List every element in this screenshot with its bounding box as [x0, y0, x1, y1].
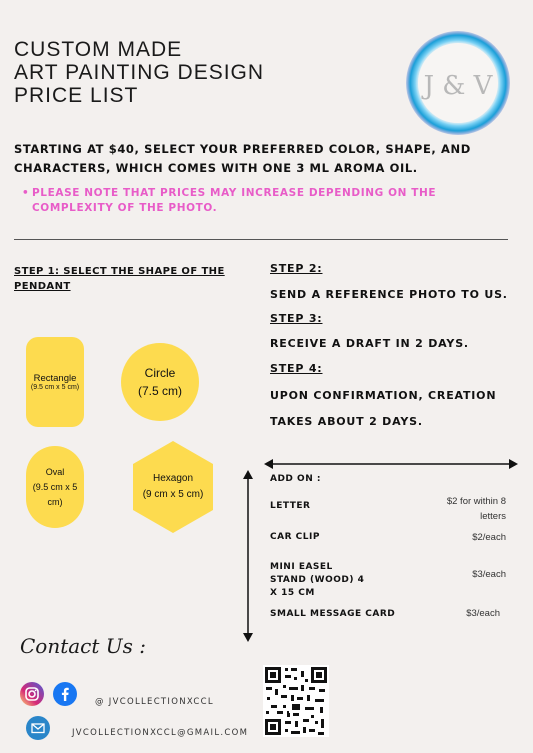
- shape-name: Circle: [144, 366, 176, 380]
- contact-title: Contact Us :: [20, 634, 146, 658]
- logo-text: J & V: [423, 71, 493, 101]
- title-line-1: CUSTOM MADE: [14, 38, 183, 61]
- step3-text: RECEIVE A DRAFT IN 2 DAYS.: [270, 337, 469, 350]
- facebook-icon[interactable]: [53, 682, 77, 706]
- email-address[interactable]: JVCOLLECTIONXCCL@GMAIL.COM: [72, 728, 249, 738]
- addon-item-price: $3/each: [472, 569, 506, 580]
- addon-item-name: CAR CLIP: [270, 532, 320, 542]
- divider: [14, 239, 508, 240]
- addon-item-price: $2 for within 8 letters: [446, 496, 506, 522]
- step4-text-line-2: TAKES ABOUT 2 DAYS.: [270, 415, 423, 428]
- shape-name: Hexagon: [152, 473, 194, 484]
- step4-text-line-1: UPON CONFIRMATION, CREATION: [270, 389, 497, 402]
- price-note: [22, 186, 462, 216]
- step1-heading: STEP 1: SELECT THE SHAPE OF THE PENDANT: [14, 266, 225, 292]
- shape-dims: (9.5 cm x 5 cm): [30, 384, 80, 391]
- addon-item-name: SMALL MESSAGE CARD: [270, 609, 396, 619]
- addon-item-price: $3/each: [466, 608, 500, 619]
- step2-text: SEND A REFERENCE PHOTO TO US.: [270, 288, 508, 301]
- email-icon[interactable]: [26, 716, 50, 740]
- qr-code[interactable]: [263, 665, 329, 737]
- shape-rectangle: [26, 337, 84, 427]
- social-handle[interactable]: @ JVCOLLECTIONXCCL: [95, 697, 214, 707]
- page-title: [14, 38, 334, 107]
- shape-dims: (7.5 cm): [137, 384, 182, 398]
- shape-name: Rectangle: [33, 373, 77, 384]
- step2-heading: STEP 2:: [270, 262, 323, 275]
- bullet-icon: •: [22, 187, 30, 199]
- logo: [403, 28, 513, 138]
- shape-name: Oval: [45, 466, 65, 477]
- shape-oval: [26, 446, 84, 528]
- shape-hexagon: [133, 441, 213, 533]
- shape-dims: (9.5 cm x 5 cm): [32, 481, 78, 507]
- addon-item-price: $2/each: [472, 532, 506, 543]
- intro-text: STARTING AT $40, SELECT YOUR PREFERRED COLOR, SHAPE, AND CHARACTERS, WHICH COMES WITH ONE 3 ML AROMA OIL.: [14, 142, 471, 175]
- step4-heading: STEP 4:: [270, 362, 323, 375]
- step3-heading: STEP 3:: [270, 312, 323, 325]
- addon-item-name: LETTER: [270, 501, 311, 511]
- addon-title: ADD ON :: [270, 474, 321, 484]
- price-note-text: PLEASE NOTE THAT PRICES MAY INCREASE DEPENDING ON THE COMPLEXITY OF THE PHOTO.: [32, 187, 437, 214]
- shape-circle: [121, 343, 199, 421]
- title-line-2: ART PAINTING DESIGN: [14, 61, 265, 84]
- shape-dims: (9 cm x 5 cm): [142, 489, 204, 500]
- instagram-icon[interactable]: [20, 682, 44, 706]
- addon-item-name: MINI EASEL STAND (WOOD) 4 X 15 CM: [270, 562, 365, 598]
- title-line-3: PRICE LIST: [14, 84, 139, 107]
